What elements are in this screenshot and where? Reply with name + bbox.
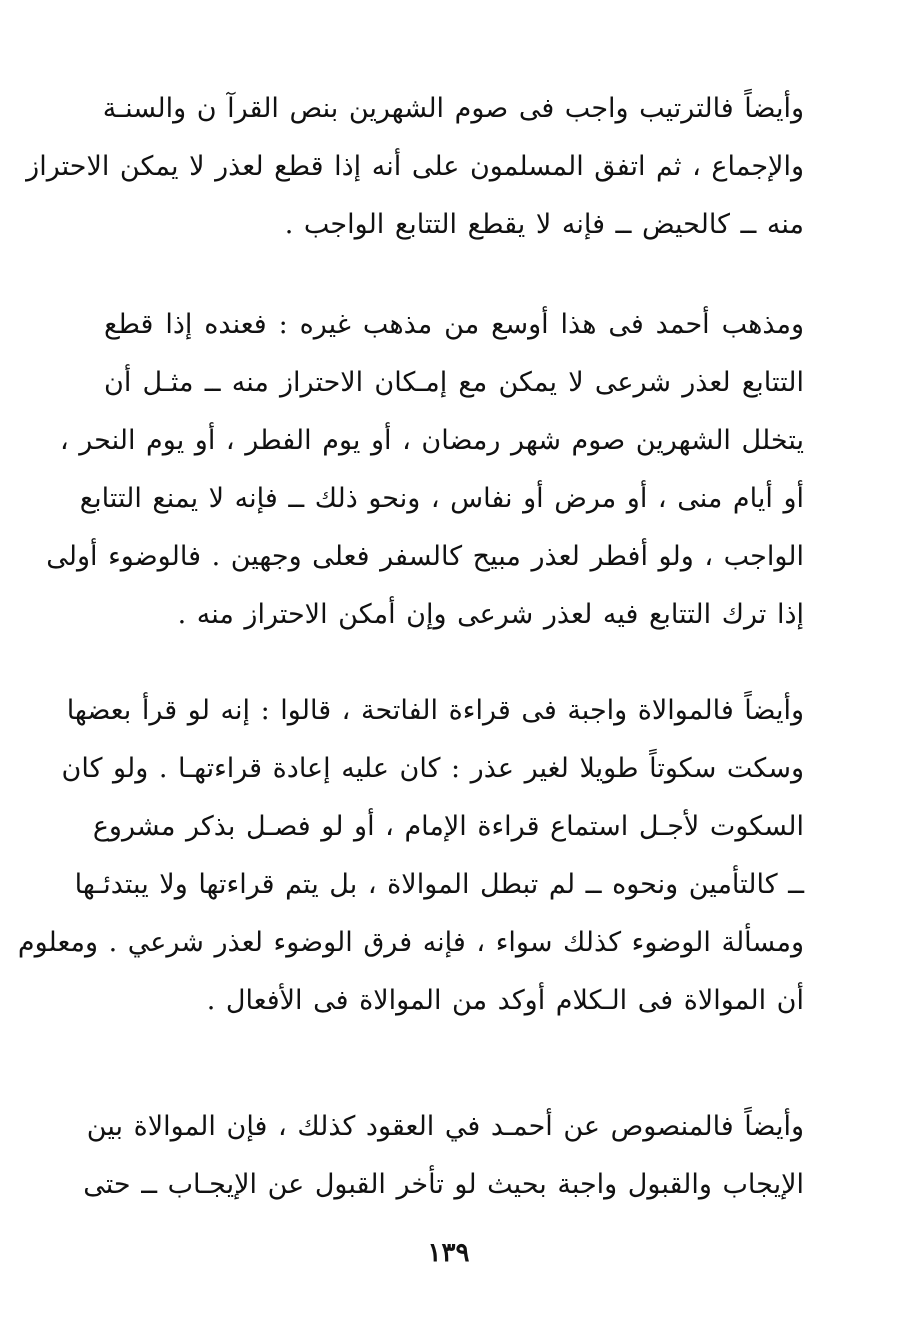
- paragraph-4: [83, 1098, 804, 1214]
- text-line: ومسألة الوضوء كذلك سواء ، فإنه فرق الوضوء لعذر شرعي . ومعلوم: [17, 927, 804, 958]
- paragraph-1: [26, 80, 804, 254]
- text-line: وأيضاً فالترتيب واجب فى صوم الشهرين بنص القرآ ن والسنـة: [102, 93, 804, 124]
- paragraph-3: [17, 682, 804, 1030]
- text-line: الواجب ، ولو أفطر لعذر مبيح كالسفر فعلى وجهين . فالوضوء أولى: [46, 541, 804, 572]
- text-line: الإيجاب والقبول واجبة بحيث لو تأخر القبول عن الإيجـاب ــ حتى: [83, 1169, 804, 1200]
- text-line: إذا ترك التتابع فيه لعذر شرعى وإن أمكن الاحتراز منه .: [177, 599, 804, 630]
- text-line: وسكت سكوتاً طويلا لغير عذر : كان عليه إعادة قراءتهـا . ولو كان: [61, 753, 804, 784]
- text-line: يتخلل الشهرين صوم شهر رمضان ، أو يوم الفطر ، أو يوم النحر ،: [59, 425, 804, 456]
- text-line: ــ كالتأمين ونحوه ــ لم تبطل الموالاة ، بل يتم قراءتها ولا يبتدئـها: [74, 869, 804, 900]
- text-line: ومذهب أحمد فى هذا أوسع من مذهب غيره : فعنده إذا قطع: [104, 309, 804, 340]
- text-line: أو أيام منى ، أو مرض أو نفاس ، ونحو ذلك ــ فإنه لا يمنع التتابع: [79, 483, 804, 514]
- text-line: وأيضاً فالمنصوص عن أحمـد في العقود كذلك ، فإن الموالاة بين: [86, 1111, 804, 1142]
- text-line: منه ــ كالحيض ــ فإنه لا يقطع التتابع الواجب .: [284, 209, 804, 240]
- text-line: أن الموالاة فى الـكلام أوكد من الموالاة فى الأفعال .: [206, 985, 804, 1016]
- text-line: والإجماع ، ثم اتفق المسلمون على أنه إذا قطع لعذر لا يمكن الاحتراز: [26, 151, 804, 182]
- paragraph-2: [46, 296, 804, 644]
- page-number: ١٣٩: [427, 1238, 470, 1268]
- text-line: وأيضاً فالموالاة واجبة فى قراءة الفاتحة ، قالوا : إنه لو قرأ بعضها: [66, 695, 804, 726]
- text-line: السكوت لأجـل استماع قراءة الإمام ، أو لو فصـل بذكر مشروع: [92, 811, 804, 842]
- text-line: التتابع لعذر شرعى لا يمكن مع إمـكان الاحتراز منه ــ مثـل أن: [104, 367, 804, 398]
